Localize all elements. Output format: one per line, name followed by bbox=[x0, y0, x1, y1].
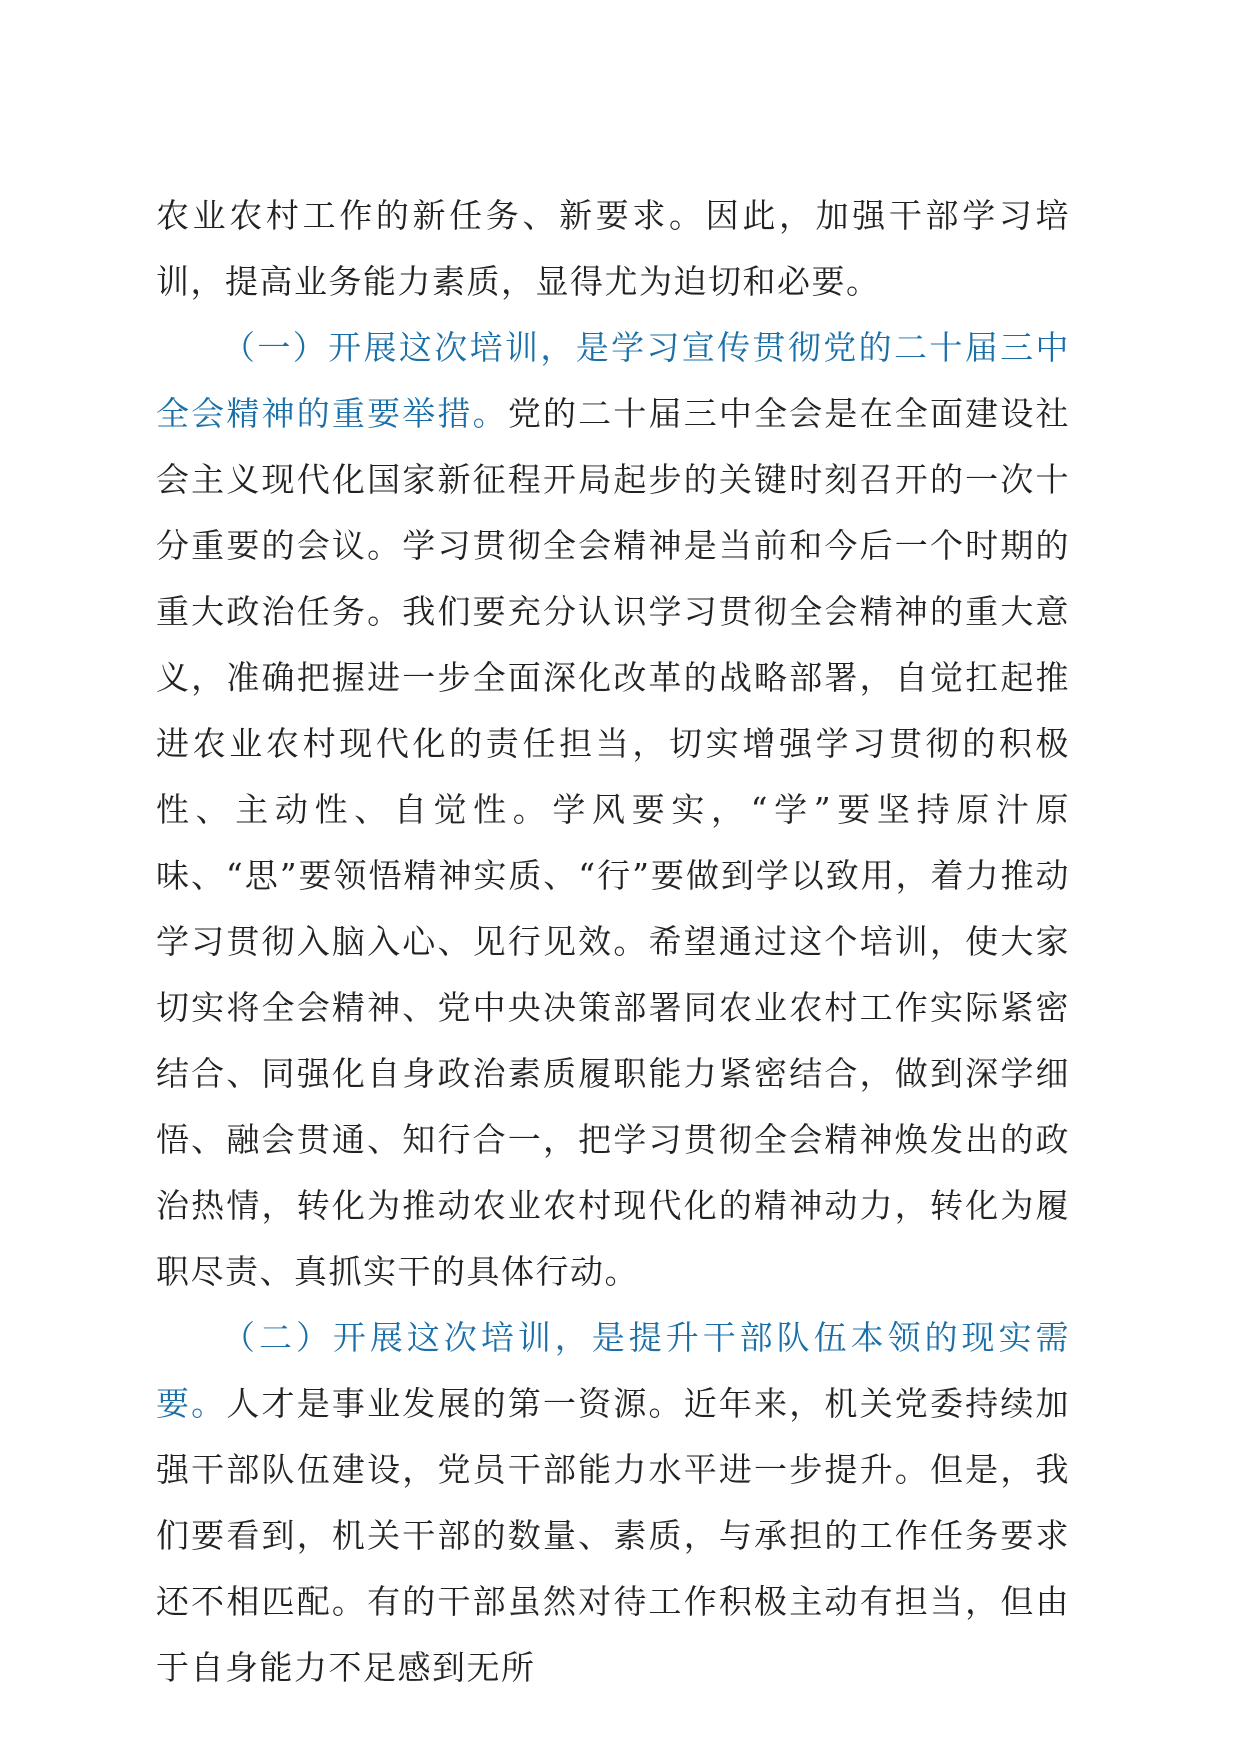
document-body bbox=[156, 183, 1070, 1701]
paragraph-continuation bbox=[156, 183, 1070, 315]
paragraph-section-two bbox=[156, 1305, 1070, 1701]
paragraph-body: 人才是事业发展的第一资源。近年来，机关党委持续加强干部队伍建设，党员干部能力水平进一步提升。但是，我们要看到，机关干部的数量、素质，与承担的工作任务要求还不相匹配。有的干部虽然对待工作积极主动有担当，但由于自身能力不足感到无所 bbox=[156, 1384, 1071, 1687]
section-heading-one: （一）开展这次培训，是学习宣传贯彻党的二十届三中全会精神的重要举措。 bbox=[156, 328, 1070, 433]
paragraph-body: 党的二十届三中全会是在全面建设社会主义现代化国家新征程开局起步的关键时刻召开的一次十分重要的会议。学习贯彻全会精神是当前和今后一个时期的重大政治任务。我们要充分认识学习贯彻全会精神的重大意义，准确把握进一步全面深化改革的战略部署，自觉扛起推进农业农村现代化的责任担当，切实增强学习贯彻的积极性、主动性、自觉性。学风要实，“学”要坚持原汁原味、“思”要领悟精神实质、“行”要做到学以致用，着力推动学习贯彻入脑入心、见行见效。希望通过这个培训，使大家切实将全会精神、党中央决策部署同农业农村工作实际紧密结合、同强化自身政治素质履职能力紧密结合，做到深学细悟、融会贯通、知行合一，把学习贯彻全会精神焕发出的政治热情，转化为推动农业农村现代化的精神动力，转化为履职尽责、真抓实干的具体行动。 bbox=[156, 394, 1071, 1291]
section-heading-two: （二）开展这次培训，是提升干部队伍本领的现实需要。 bbox=[156, 1318, 1070, 1423]
paragraph-section-one bbox=[156, 315, 1070, 1305]
paragraph-body: 农业农村工作的新任务、新要求。因此，加强干部学习培训，提高业务能力素质，显得尤为迫切和必要。 bbox=[156, 196, 1070, 301]
